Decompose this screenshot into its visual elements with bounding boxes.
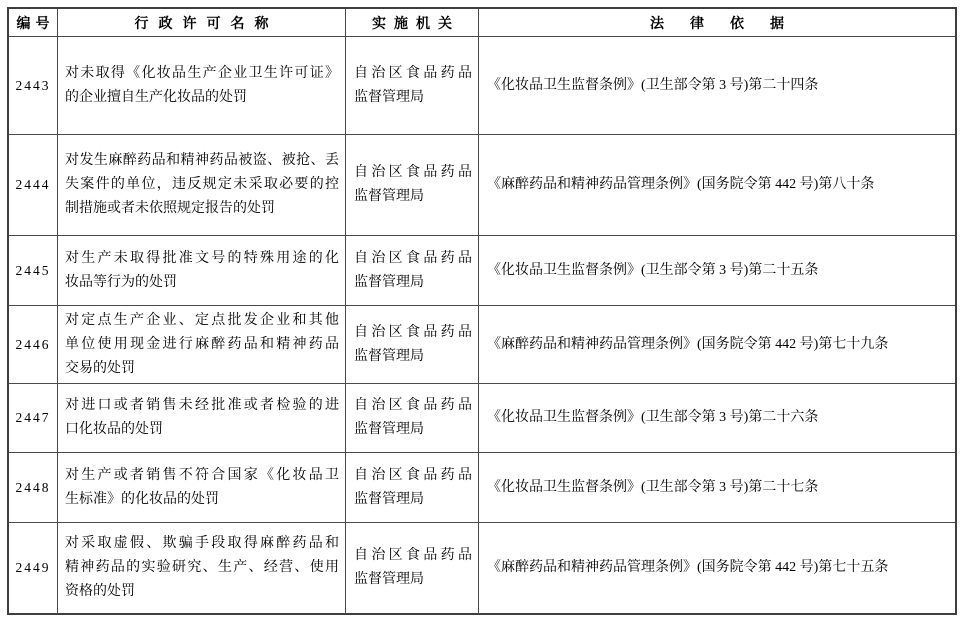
legal-basis-cell: 《化妆品卫生监督条例》(卫生部令第 3 号)第二十四条 — [478, 37, 955, 134]
table-row — [9, 522, 955, 613]
legal-basis-cell: 《麻醉药品和精神药品管理条例》(国务院令第 442 号)第七十九条 — [478, 306, 955, 383]
legal-basis-cell: 《麻醉药品和精神药品管理条例》(国务院令第 442 号)第八十条 — [478, 135, 955, 235]
permits-table — [7, 7, 957, 615]
row-id-cell: 2444 — [15, 177, 51, 192]
license-name-cell: 对采取虚假、欺骗手段取得麻醉药品和 精神药品的实验研究、生产、经营、使用 资格的处罚 — [57, 523, 345, 613]
row-id-cell: 2446 — [15, 336, 51, 352]
agency-cell: 自治区食品药品 监督管理局 — [345, 453, 478, 522]
table-header-row — [9, 9, 955, 36]
agency-cell: 自治区食品药品 监督管理局 — [345, 384, 478, 452]
agency-cell: 自治区食品药品 监督管理局 — [345, 523, 478, 613]
legal-basis-cell: 《化妆品卫生监督条例》(卫生部令第 3 号)第二十五条 — [478, 236, 955, 305]
license-name-cell: 对未取得《化妆品生产企业卫生许可证》 的企业擅自生产化妆品的处罚 — [57, 37, 345, 134]
row-id-cell: 2445 — [15, 262, 51, 278]
license-name-cell: 对生产未取得批准文号的特殊用途的化 妆品等行为的处罚 — [57, 236, 345, 305]
row-id-cell: 2447 — [15, 410, 51, 425]
license-name-cell: 对生产或者销售不符合国家《化妆品卫 生标准》的化妆品的处罚 — [57, 453, 345, 522]
header-id: 编号 — [16, 16, 55, 32]
license-name-cell: 对发生麻醉药品和精神药品被盗、被抢、丢 失案件的单位，违反规定未采取必要的控 制措施或者未依照规定报告的处罚 — [57, 135, 345, 235]
license-name-cell: 对进口或者销售未经批准或者检验的进 口化妆品的处罚 — [57, 384, 345, 452]
agency-cell: 自治区食品药品 监督管理局 — [345, 135, 478, 235]
header-license-name: 行政许可名称 — [57, 9, 345, 36]
legal-basis-cell: 《化妆品卫生监督条例》(卫生部令第 3 号)第二十六条 — [478, 384, 955, 452]
table-row — [9, 452, 955, 522]
legal-basis-cell: 《化妆品卫生监督条例》(卫生部令第 3 号)第二十七条 — [478, 453, 955, 522]
license-name-cell: 对定点生产企业、定点批发企业和其他 单位使用现金进行麻醉药品和精神药品 交易的处罚 — [57, 306, 345, 383]
header-legal-basis: 法律依据 — [478, 9, 955, 36]
agency-cell: 自治区食品药品 监督管理局 — [345, 306, 478, 383]
legal-basis-cell: 《麻醉药品和精神药品管理条例》(国务院令第 442 号)第七十五条 — [478, 523, 955, 613]
table-row — [9, 383, 955, 452]
row-id-cell: 2443 — [15, 77, 51, 93]
table-row — [9, 235, 955, 305]
table-row — [9, 36, 955, 134]
table-row — [9, 134, 955, 235]
header-agency: 实施机关 — [345, 9, 478, 36]
row-id-cell: 2448 — [15, 479, 51, 495]
agency-cell: 自治区食品药品 监督管理局 — [345, 37, 478, 134]
agency-cell: 自治区食品药品 监督管理局 — [345, 236, 478, 305]
row-id-cell: 2449 — [15, 560, 51, 575]
table-row — [9, 305, 955, 383]
